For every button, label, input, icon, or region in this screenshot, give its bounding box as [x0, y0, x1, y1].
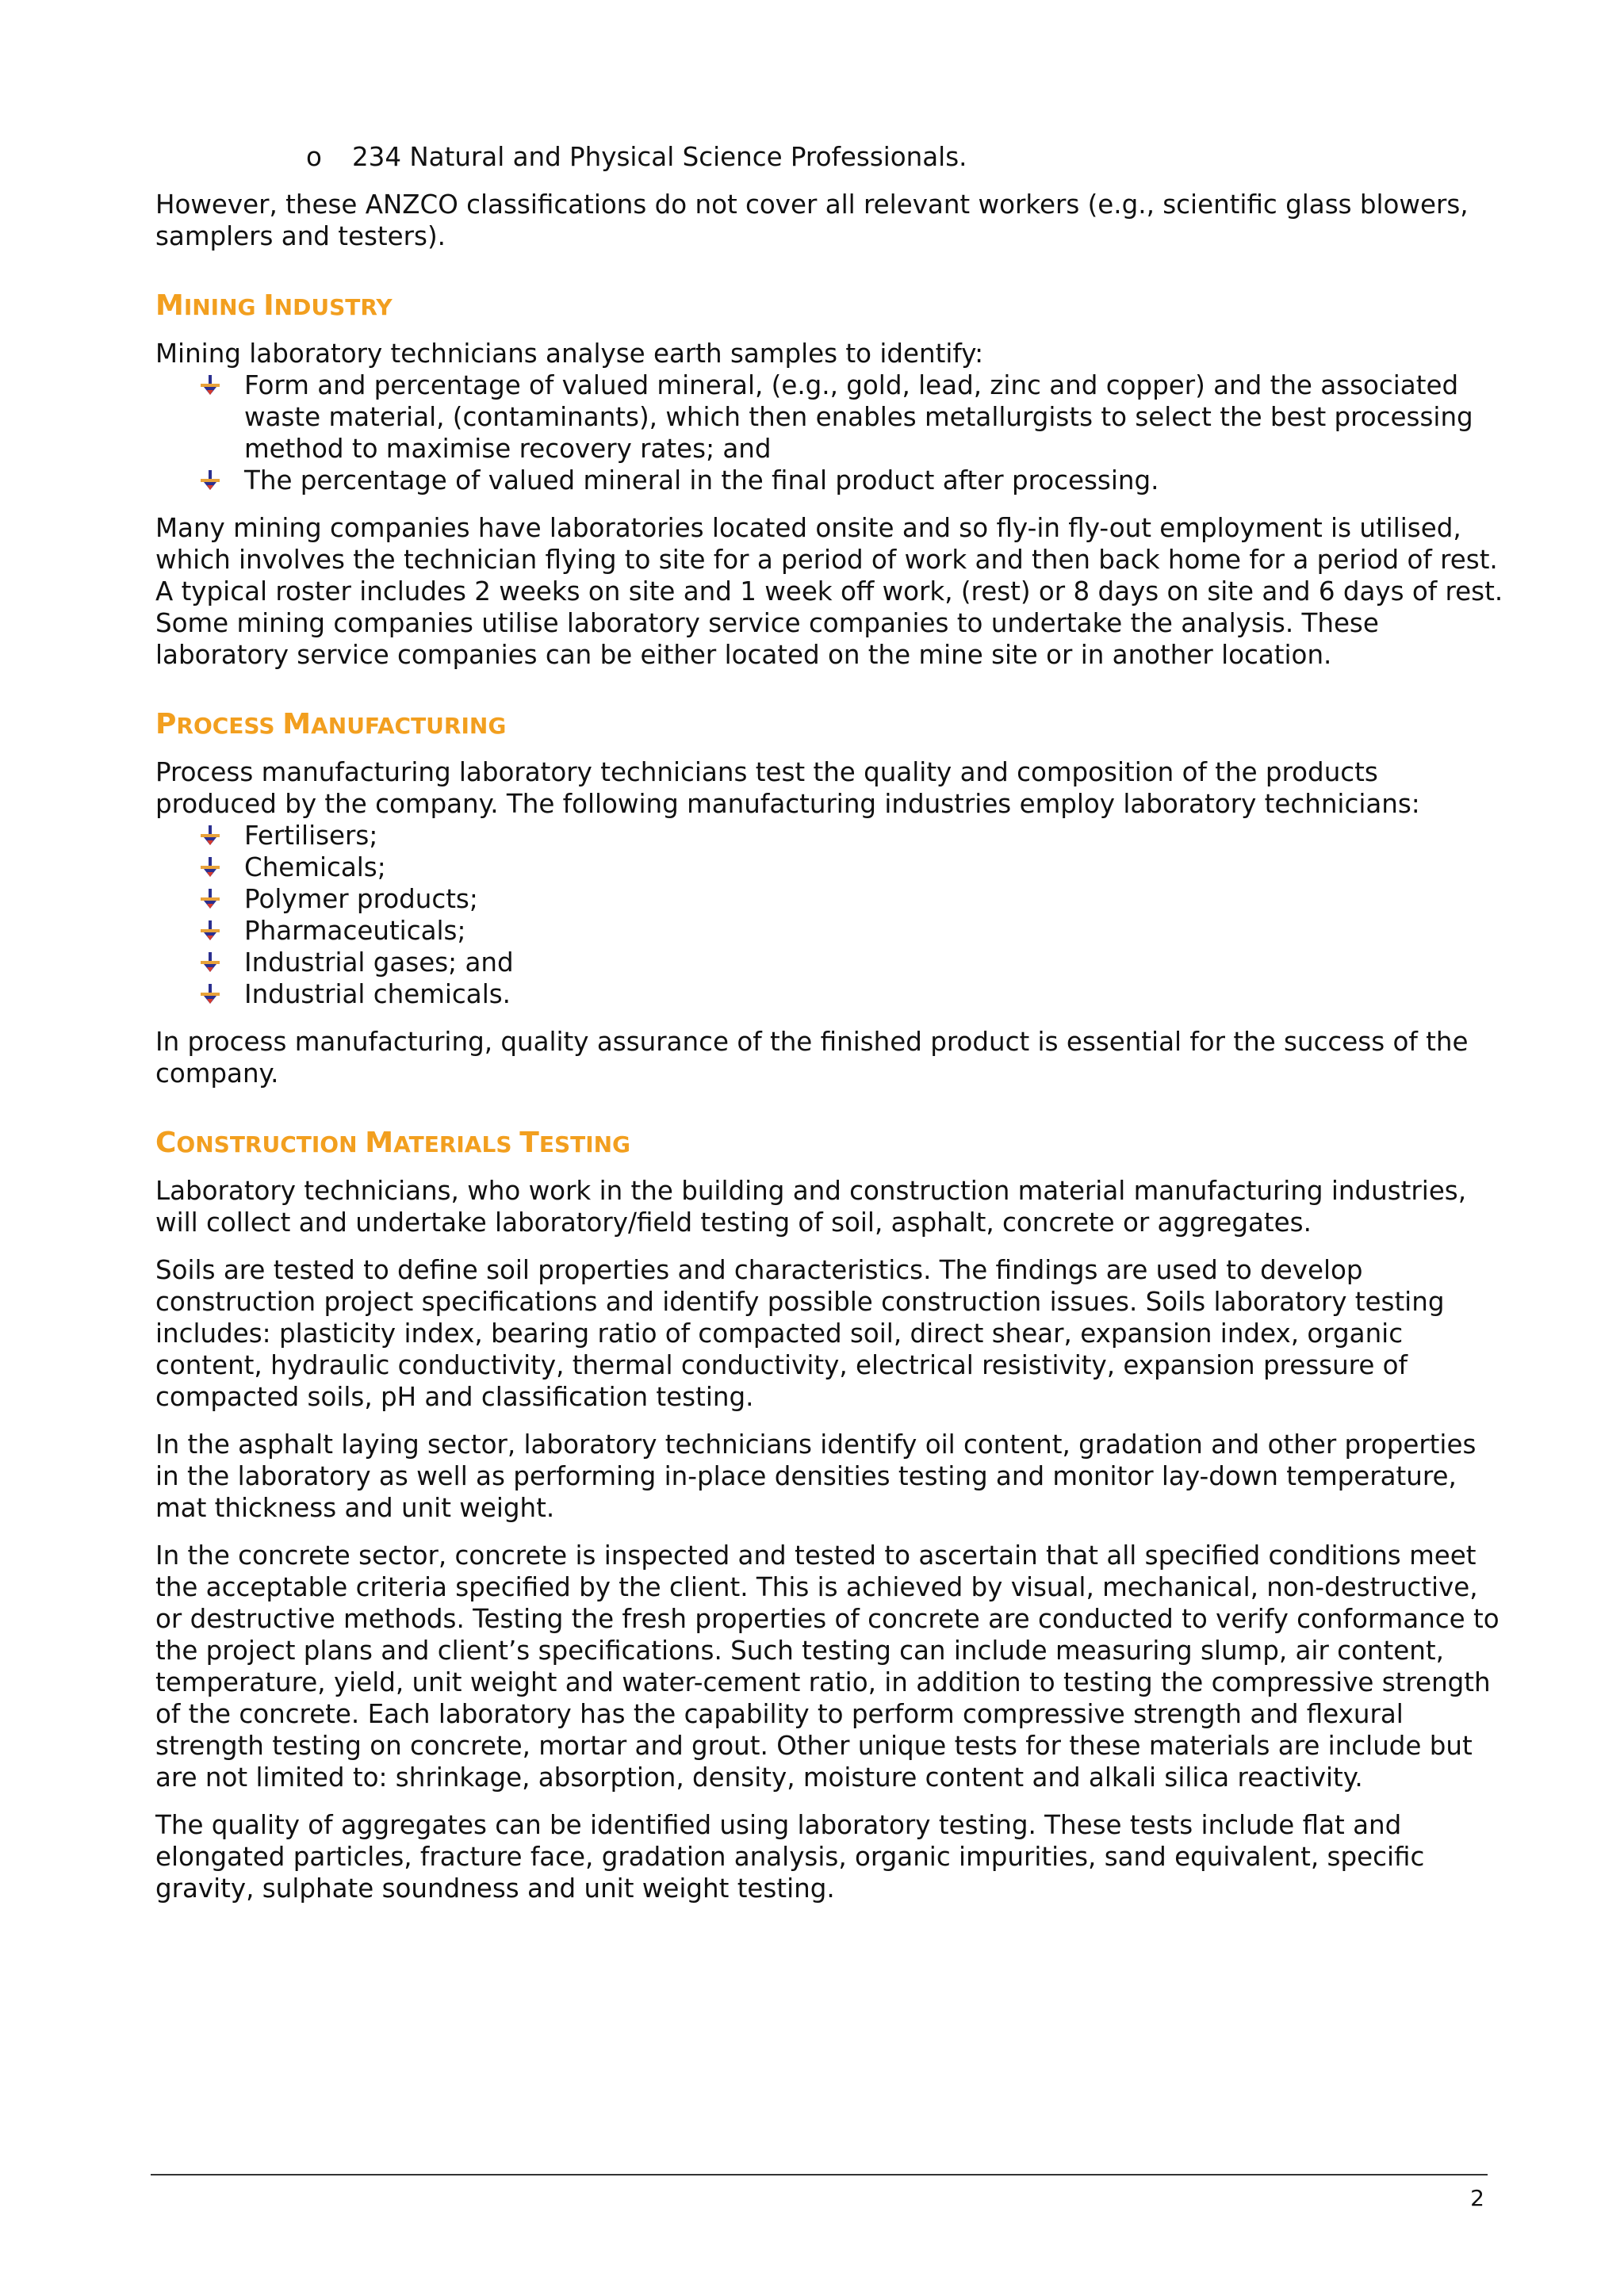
construction-paragraph: Laboratory technicians, who work in the building and construction material manufacturing industries, will collect and undertake laboratory/field testing of soil, asphalt, concrete or aggregates.: [155, 1176, 1467, 1238]
down-arrow-icon: [200, 952, 220, 973]
process-manufacturing-heading: PROCESS MANUFACTURING: [155, 708, 507, 740]
down-arrow-icon: [200, 375, 220, 396]
construction-materials-testing-heading: CONSTRUCTION MATERIALS TESTING: [155, 1127, 631, 1159]
list-item: Industrial gases; and: [155, 947, 1503, 978]
aggregates-paragraph: The quality of aggregates can be identified using laboratory testing. These tests include flat and elongated particles, fracture face, gradation analysis, organic impurities, sand equivalent, specific gravity, sulphate soundness and unit weight testing.: [155, 1810, 1425, 1904]
circle-bullet-icon: o: [306, 142, 322, 172]
down-arrow-icon: [200, 920, 220, 941]
soils-paragraph: Soils are tested to define soil properties and characteristics. The findings are used to develop construction project specifications and identify possible construction issues. Soils laboratory testing includes: plasticity index, bearing ratio of compacted soil, direct shear, expansion index, organic content, hydraulic conductivity, thermal conductivity, electrical resistivity, expansion pressure of compacted soils, pH and classification testing.: [155, 1255, 1445, 1412]
down-arrow-icon: [200, 889, 220, 909]
process-bullet-list: [155, 820, 1503, 1010]
page-number: 2: [1470, 2185, 1484, 2211]
list-item: Pharmaceuticals;: [155, 915, 1503, 947]
mining-bullet-list: [155, 369, 1503, 496]
list-item: Form and percentage of valued mineral, (e.g., gold, lead, zinc and copper) and the associated waste material, (contaminants), which then enables metallurgists to select the best processing method to maximise recovery rates; and: [155, 369, 1503, 465]
anzco-list-item: [155, 141, 1503, 173]
anzco-list-item-text: 234 Natural and Physical Science Professionals.: [352, 142, 967, 172]
mining-industry-heading: MINING INDUSTRY: [155, 289, 393, 322]
mining-lead-paragraph: Mining laboratory technicians analyse earth samples to identify:: [155, 339, 984, 369]
intro-paragraph: However, these ANZCO classifications do not cover all relevant workers (e.g., scientific glass blowers, samplers and testers).: [155, 189, 1469, 251]
down-arrow-icon: [200, 470, 220, 491]
list-item: Chemicals;: [155, 851, 1503, 883]
mining-paragraph: Many mining companies have laboratories located onsite and so fly-in fly-out employment is utilised, which involves the technician flying to site for a period of work and then back home for a period of rest. A typical roster includes 2 weeks on site and 1 week off work, (rest) or 8 days on site and 6 days of rest. Some mining companies utilise laboratory service companies to undertake the analysis. These laboratory service companies can be either located on the mine site or in another location.: [155, 513, 1503, 670]
process-lead-paragraph: Process manufacturing laboratory technicians test the quality and composition of the products produced by the company. The following manufacturing industries employ laboratory technicians:: [155, 757, 1420, 819]
footer-divider: [151, 2174, 1488, 2175]
list-item: The percentage of valued mineral in the final product after processing.: [155, 465, 1503, 496]
down-arrow-icon: [200, 984, 220, 1004]
down-arrow-icon: [200, 857, 220, 878]
concrete-paragraph: In the concrete sector, concrete is inspected and tested to ascertain that all specified conditions meet the acceptable criteria specified by the client. This is achieved by visual, mechanical, non-destructive, or destructive methods. Testing the fresh properties of concrete are conducted to verify conformance to the project plans and client’s specifications. Such testing can include measuring slump, air content, temperature, yield, unit weight and water-cement ratio, in addition to testing the compressive strength of the concrete. Each laboratory has the capability to perform compressive strength and flexural strength testing on concrete, mortar and grout. Other unique tests for these materials are include but are not limited to: shrinkage, absorption, density, moisture content and alkali silica reactivity.: [155, 1540, 1500, 1793]
down-arrow-icon: [200, 825, 220, 846]
list-item: Polymer products;: [155, 883, 1503, 915]
asphalt-paragraph: In the asphalt laying sector, laboratory technicians identify oil content, gradation and other properties in the laboratory as well as performing in-place densities testing and monitor lay-down temperature, mat thickness and unit weight.: [155, 1429, 1477, 1523]
list-item: Industrial chemicals.: [155, 978, 1503, 1010]
document-body: [155, 141, 1503, 1920]
list-item: Fertilisers;: [155, 820, 1503, 851]
process-paragraph: In process manufacturing, quality assurance of the finished product is essential for the success of the company.: [155, 1027, 1469, 1089]
